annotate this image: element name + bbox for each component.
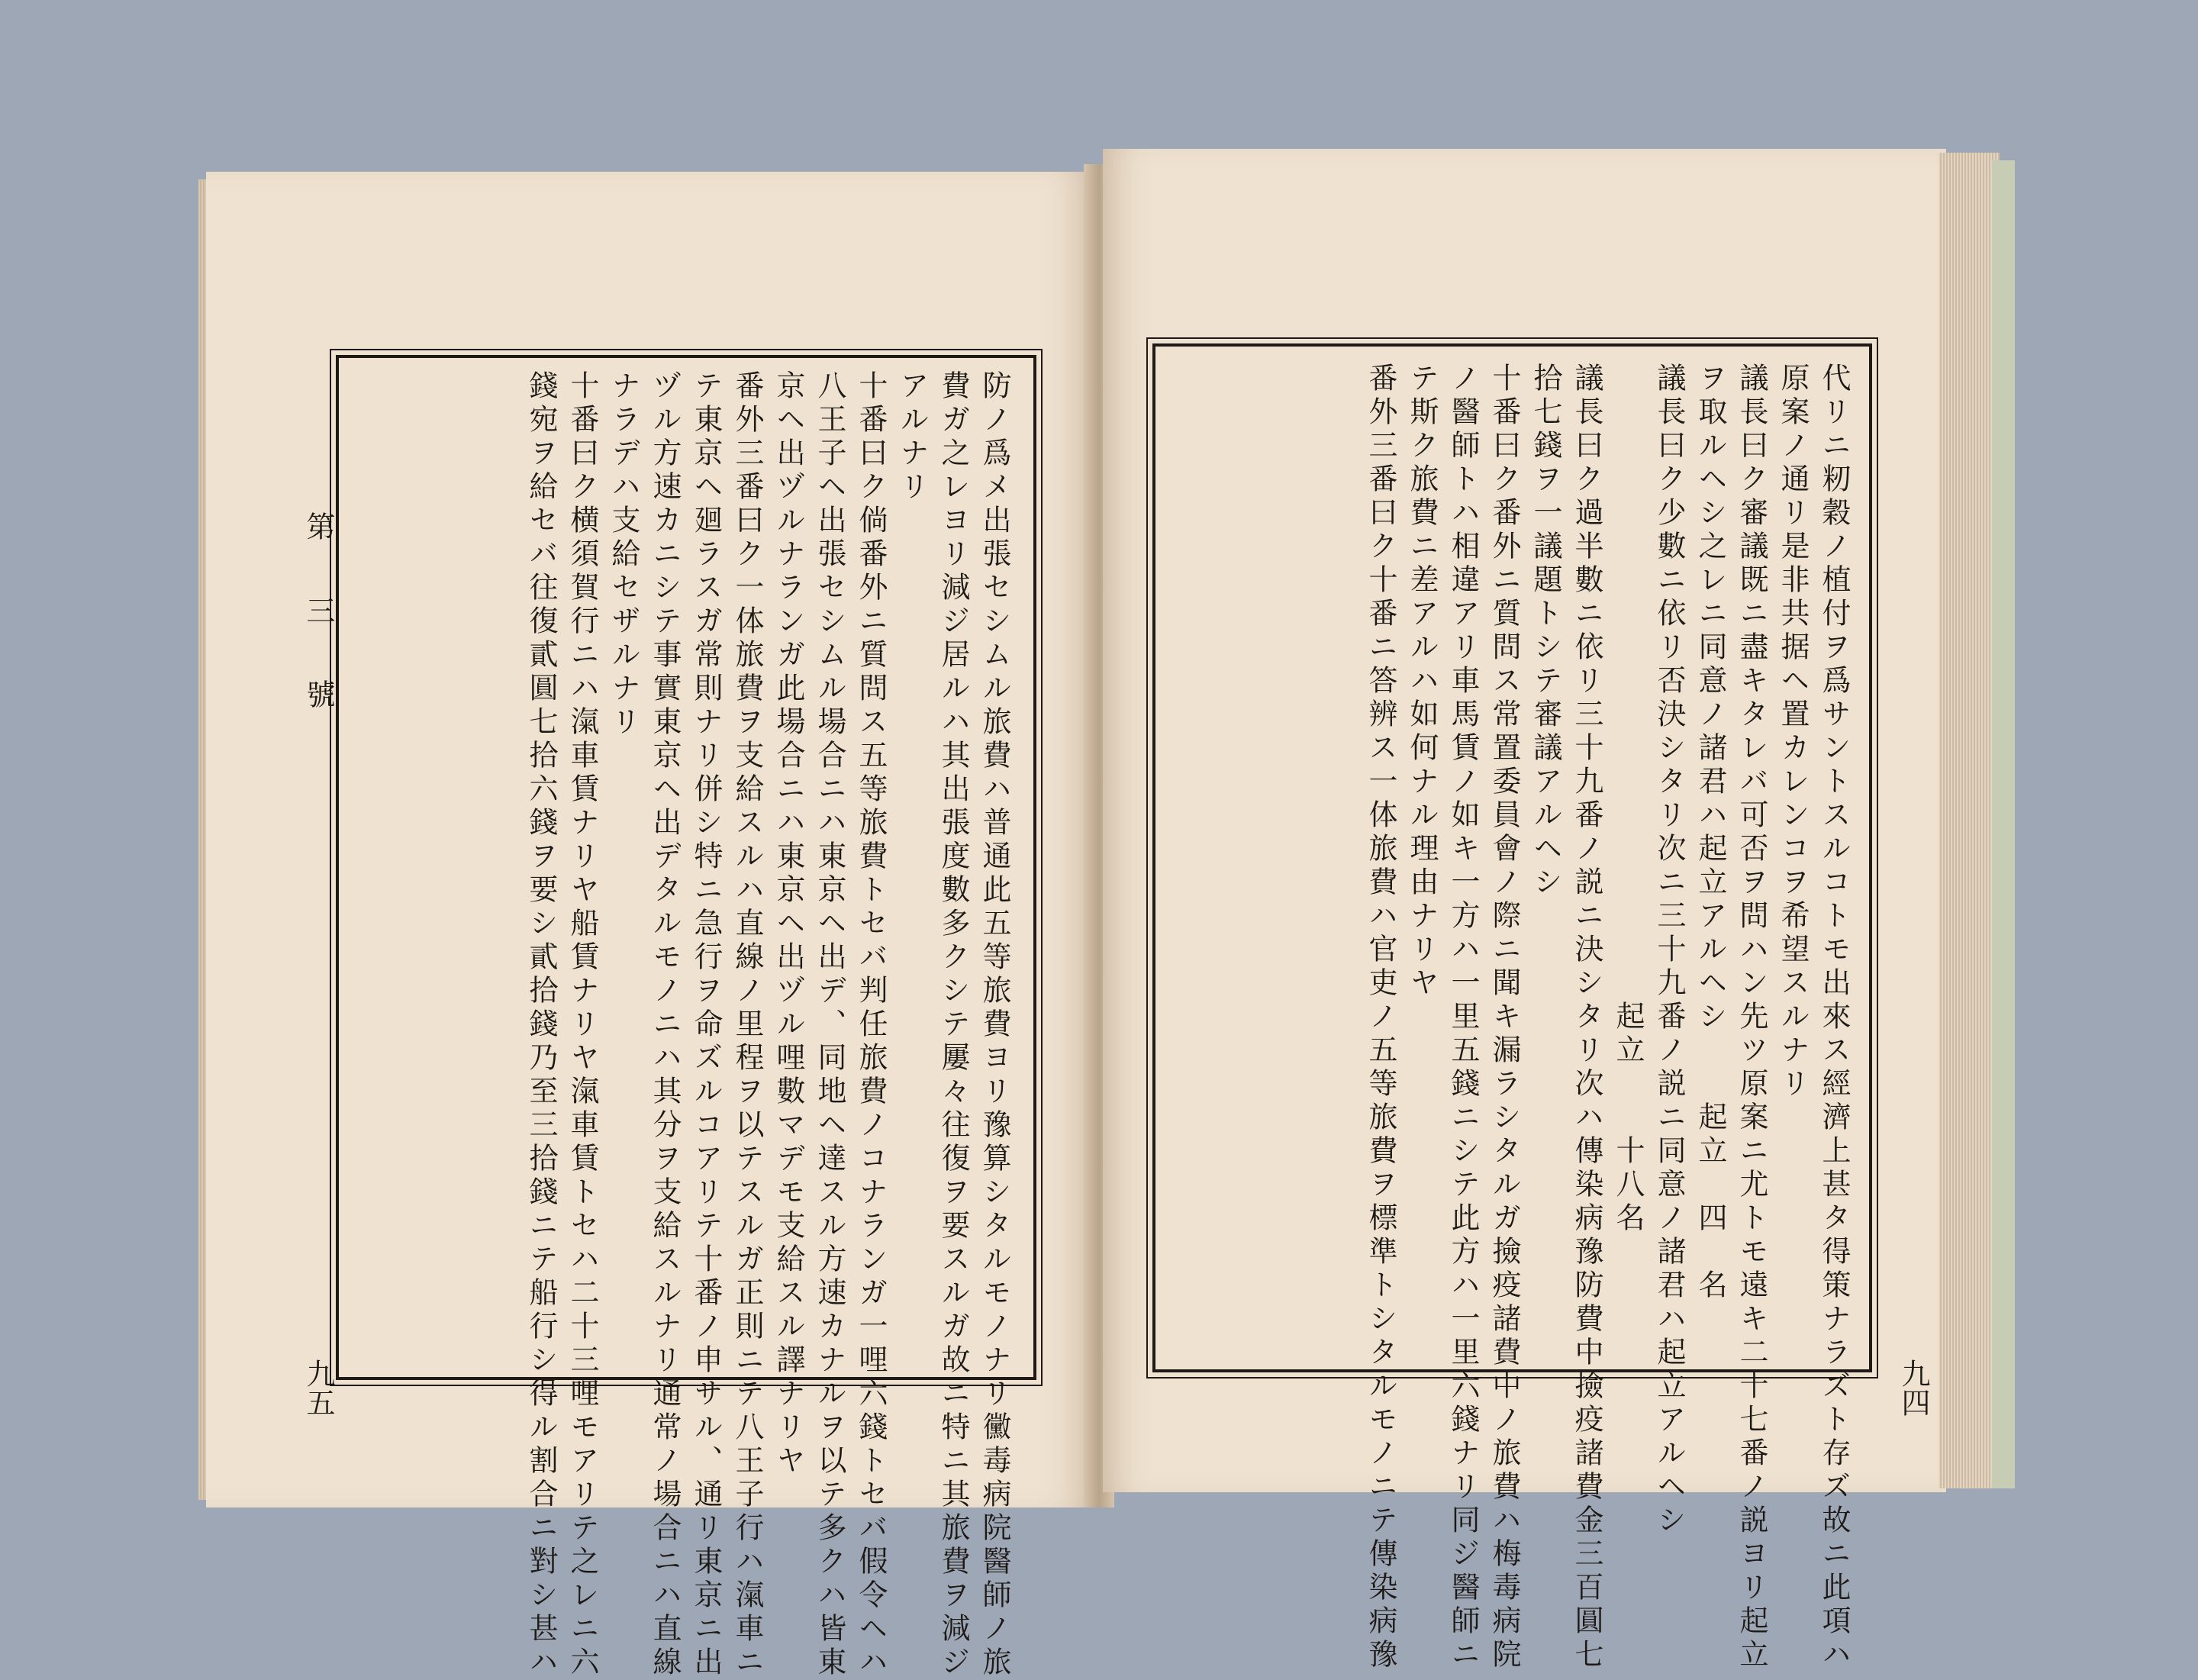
text-column: 防ノ爲メ出張セシムル旅費ハ普通此五等旅費ヨリ豫算シタルモノナリ黴毒病院醫師ノ旅 <box>978 370 1011 1680</box>
text-column: ヅル方速カニシテ事實東京ヘ出デタルモノニハ其分ヲ支給スルナリ通常ノ場合ニハ直線 <box>648 370 682 1680</box>
text-column: 八王子ヘ出張セシムル場合ニハ東京ヘ出デ、同地ヘ達スル方速カナルヲ以テ多クハ皆東 <box>813 370 846 1680</box>
text-column: ナラデハ支給セザルナリ <box>607 370 640 740</box>
text-column: 錢宛ヲ給セバ往復貳圓七拾六錢ヲ要シ貳拾錢乃至三拾錢ニテ船行シ得ル割合ニ對シ甚ハ <box>524 370 558 1680</box>
text-column: ノ醫師トハ相違アリ車馬賃ノ如キ一方ハ一里五錢ニシテ此方ハ一里六錢ナリ同ジ醫師ニ <box>1446 363 1480 1672</box>
right-page-body <box>1172 363 1855 1672</box>
text-column: 十番曰ク横須賀行ニハ滊車賃ナリヤ船賃ナリヤ滊車賃トセハ二十三哩モアリテ之レニ六 <box>566 370 599 1680</box>
text-column: 費ガ之レヨリ減ジ居ルハ其出張度數多クシテ屢々往復ヲ要スルガ故ニ特ニ其旅費ヲ減ジ <box>936 370 970 1680</box>
text-column: 十番曰ク倘番外ニ質問ス五等旅費トセバ判任旅費ノコナランガ一哩六錢トセバ假令ヘハ <box>854 370 888 1680</box>
left-page-body <box>359 370 1015 1680</box>
back-cover-edge <box>1992 160 2015 1488</box>
text-column: 拾七錢ヲ一議題トシテ審議アルヘシ <box>1529 363 1562 900</box>
right-page-edges <box>1939 153 2000 1488</box>
text-column: アルナリ <box>895 370 929 505</box>
text-column: テ斯ク旅費ニ差アルハ如何ナル理由ナリヤ <box>1405 363 1439 1001</box>
text-column: ヲ取ルヘシ之レニ同意ノ諸君ハ起立アルヘシ 起立 四 名 <box>1694 363 1727 1303</box>
running-header: 第 三 號 <box>301 511 335 732</box>
text-column: テ東京ヘ廻ラスガ常則ナリ併シ特ニ急行ヲ命ズルコアリテ十番ノ申サル、通リ東京ニ出 <box>689 370 723 1680</box>
text-column: 原案ノ通リ是非共据ヘ置カレンコヲ希望スルナリ <box>1776 363 1810 1101</box>
open-book <box>206 149 2022 1680</box>
left-page-number: 九五 <box>301 1359 335 1417</box>
text-column: 代リニ籾穀ノ植付ヲ爲サントスルコトモ出來ス經濟上甚タ得策ナラズト存ズ故ニ此項ハ <box>1817 363 1851 1672</box>
text-column: 起立 十八名 <box>1611 363 1645 1236</box>
text-column: 番外三番曰ク一体旅費ヲ支給スルハ直線ノ里程ヲ以テスルガ正則ニテ八王子行ハ滊車ニ <box>730 370 764 1680</box>
text-column: 番外三番曰ク十番ニ答辨ス一体旅費ハ官吏ノ五等旅費ヲ標準トシタルモノニテ傳染病豫 <box>1364 363 1397 1672</box>
text-column: 十番曰ク番外ニ質問ス常置委員會ノ際ニ聞キ漏ラシタルガ撿疫諸費中ノ旅費ハ梅毒病院 <box>1487 363 1521 1672</box>
text-column: 議長曰ク少數ニ依リ否決シタリ次ニ三十九番ノ説ニ同意ノ諸君ハ起立アルヘシ <box>1652 363 1686 1538</box>
text-column: 議長曰ク過半數ニ依リ三十九番ノ説ニ決シタリ次ハ傳染病豫防費中撿疫諸費金三百圓七 <box>1570 363 1603 1672</box>
text-column: 京ヘ出ヅルナランガ此場合ニハ東京ヘ出ヅル哩數マデモ支給スル譯ナリヤ <box>772 370 805 1478</box>
text-column: 議長曰ク審議既ニ盡キタレバ可否ヲ問ハン先ツ原案ニ尤トモ遠キ二十七番ノ説ヨリ起立 <box>1735 363 1768 1672</box>
right-page-number: 九四 <box>1897 1359 1930 1417</box>
